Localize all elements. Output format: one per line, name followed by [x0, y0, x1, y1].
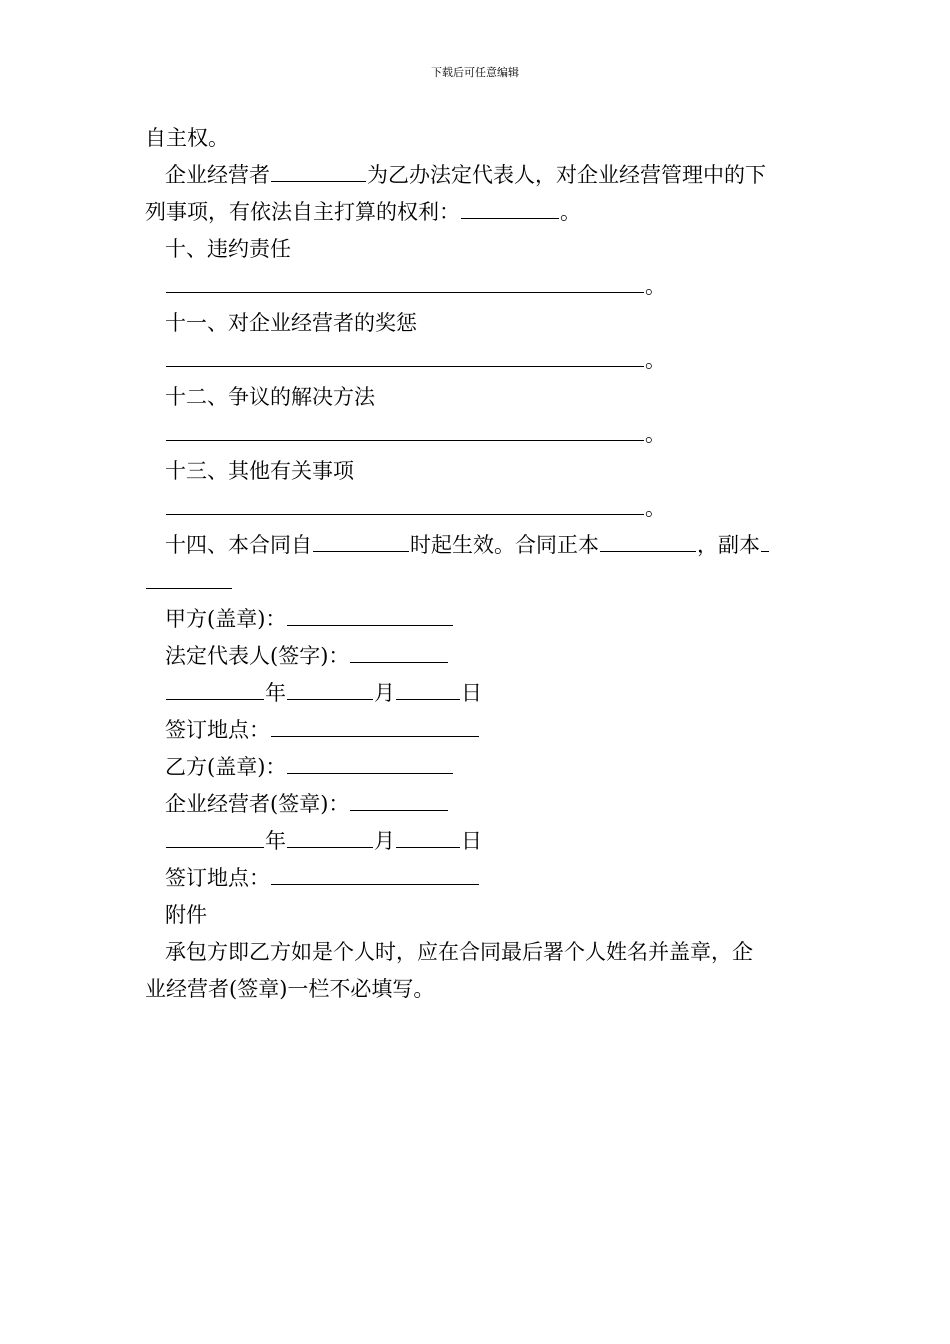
page-header: 下载后可任意编辑: [431, 66, 519, 79]
year-label: 年: [265, 829, 286, 853]
fill-blank[interactable]: [287, 825, 373, 848]
fill-blank[interactable]: [166, 344, 644, 367]
fill-blank[interactable]: [287, 751, 453, 774]
section-title-13: 十三、其他有关事项: [165, 459, 354, 483]
period: 。: [645, 274, 666, 298]
fill-blank[interactable]: [271, 159, 366, 182]
party-b-place: [145, 860, 810, 897]
section-title-11: 十一、对企业经营者的奖惩: [165, 311, 417, 335]
appendix-line-1: 承包方即乙方如是个人时，应在合同最后署个人姓名并盖章，企: [165, 940, 753, 964]
period: 。: [645, 496, 666, 520]
party-a-seal: [145, 601, 810, 638]
section-title-10: 十、违约责任: [165, 237, 291, 261]
text-segment: 时起生效。合同正本: [410, 533, 599, 557]
month-label: 月: [374, 829, 395, 853]
fill-blank[interactable]: [350, 788, 448, 811]
month-label: 月: [374, 681, 395, 705]
fill-blank[interactable]: [761, 529, 769, 552]
period: 。: [645, 422, 666, 446]
document-body: [145, 120, 810, 1008]
party-a-date: [145, 675, 810, 712]
text-segment: 。: [560, 200, 581, 224]
fill-blank[interactable]: [166, 825, 264, 848]
section-blank-13: [145, 490, 810, 527]
fill-blank[interactable]: [461, 196, 559, 219]
fill-blank[interactable]: [396, 825, 460, 848]
fill-blank[interactable]: [146, 566, 232, 589]
text-segment: 列事项，有依法自主打算的权利：: [145, 200, 460, 224]
signing-place-label: 签订地点：: [165, 718, 270, 742]
appendix-line-2: 业经营者(签章)一栏不必填写。: [145, 977, 435, 1001]
party-b-label: 乙方(盖章)：: [165, 755, 287, 779]
section-title-12: 十二、争议的解决方法: [165, 385, 375, 409]
party-b-manager: [145, 786, 810, 823]
day-label: 日: [461, 681, 482, 705]
year-label: 年: [265, 681, 286, 705]
fill-blank[interactable]: [350, 640, 448, 663]
fill-blank[interactable]: [166, 492, 644, 515]
text-segment: 十四、本合同自: [165, 533, 312, 557]
fill-blank[interactable]: [313, 529, 409, 552]
fill-blank[interactable]: [166, 270, 644, 293]
text-segment: 企业经营者: [165, 163, 270, 187]
day-label: 日: [461, 829, 482, 853]
section-14: [145, 527, 810, 564]
paragraph-manager-cont: [145, 194, 810, 231]
fill-blank[interactable]: [271, 862, 479, 885]
manager-sign-label: 企业经营者(签章)：: [165, 792, 350, 816]
paragraph-manager: [145, 157, 810, 194]
fill-blank[interactable]: [287, 677, 373, 700]
party-a-place: [145, 712, 810, 749]
fill-blank[interactable]: [287, 603, 453, 626]
fill-blank[interactable]: [396, 677, 460, 700]
party-a-rep: [145, 638, 810, 675]
text-segment: ，副本: [697, 533, 760, 557]
legal-rep-label: 法定代表人(签字)：: [165, 644, 350, 668]
section-blank-10: [145, 268, 810, 305]
text-segment: 为乙办法定代表人，对企业经营管理中的下: [367, 163, 766, 187]
appendix-title: 附件: [165, 903, 207, 927]
section-blank-12: [145, 416, 810, 453]
section-14-cont: [145, 564, 810, 601]
fill-blank[interactable]: [271, 714, 479, 737]
fill-blank[interactable]: [166, 677, 264, 700]
signing-place-label: 签订地点：: [165, 866, 270, 890]
party-a-label: 甲方(盖章)：: [165, 607, 287, 631]
period: 。: [645, 348, 666, 372]
party-b-date: [145, 823, 810, 860]
fill-blank[interactable]: [600, 529, 696, 552]
fill-blank[interactable]: [166, 418, 644, 441]
paragraph-continuation: 自主权。: [145, 126, 229, 150]
section-blank-11: [145, 342, 810, 379]
party-b-seal: [145, 749, 810, 786]
